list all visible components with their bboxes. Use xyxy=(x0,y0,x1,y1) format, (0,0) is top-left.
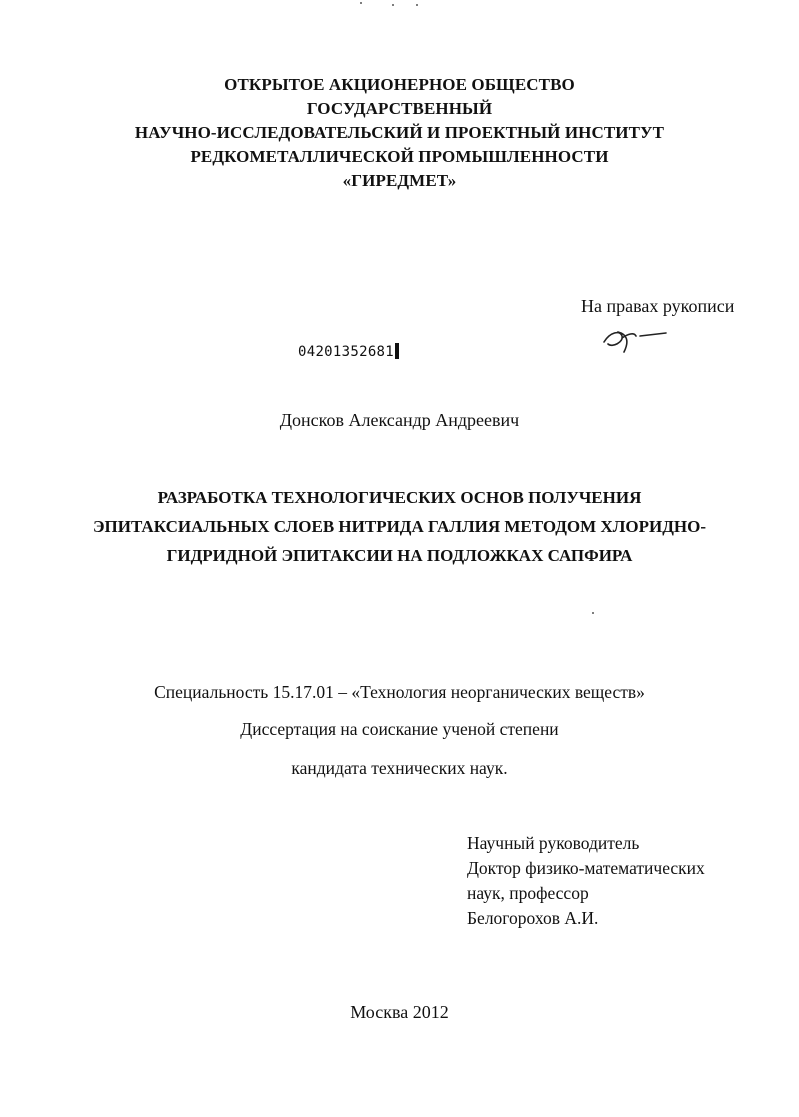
inventory-number-text: 04201352681 xyxy=(298,344,395,360)
dissertation-title xyxy=(0,483,799,570)
supervisor-line: наук, профессор xyxy=(467,883,589,903)
supervisor-line: Научный руководитель xyxy=(467,833,640,853)
supervisor-block xyxy=(467,831,705,931)
inventory-number xyxy=(298,343,399,360)
rights-note: На правах рукописи xyxy=(581,296,735,316)
supervisor-line: Доктор физико-математических xyxy=(467,858,705,878)
title-line: ЭПИТАКСИАЛЬНЫХ СЛОЕВ НИТРИДА ГАЛЛИЯ МЕТОДОМ ХЛОРИДНО- xyxy=(92,517,707,536)
organization-line: ГОСУДАРСТВЕННЫЙ xyxy=(306,99,493,118)
title-line: ГИДРИДНОЙ ЭПИТАКСИИ НА ПОДЛОЖКАХ САПФИРА xyxy=(166,546,633,565)
organization-line: НАУЧНО-ИССЛЕДОВАТЕЛЬСКИЙ И ПРОЕКТНЫЙ ИНСТИТУТ xyxy=(134,123,665,142)
organization-line: РЕДКОМЕТАЛЛИЧЕСКОЙ ПРОМЫШЛЕННОСТИ xyxy=(190,147,609,166)
title-line: РАЗРАБОТКА ТЕХНОЛОГИЧЕСКИХ ОСНОВ ПОЛУЧЕНИЯ xyxy=(157,488,642,507)
organization-line: ОТКРЫТОЕ АКЦИОНЕРНОЕ ОБЩЕСТВО xyxy=(224,75,575,94)
author-name: Донсков Александр Андреевич xyxy=(279,410,520,430)
supervisor-line: Белогорохов А.И. xyxy=(467,908,599,928)
organization-line: «ГИРЕДМЕТ» xyxy=(342,171,457,190)
dissertation-purpose: Диссертация на соискание ученой степени xyxy=(240,719,559,739)
stamp-mark xyxy=(395,343,399,359)
handwritten-signature xyxy=(600,322,670,358)
academic-degree: кандидата технических наук. xyxy=(291,758,508,778)
city-year: Москва 2012 xyxy=(350,1002,449,1022)
scan-speck xyxy=(392,4,394,6)
scan-speck xyxy=(592,612,594,614)
scan-speck xyxy=(416,4,418,6)
specialty: Специальность 15.17.01 – «Технология неорганических веществ» xyxy=(154,682,645,702)
organization-header xyxy=(0,73,799,193)
scan-speck xyxy=(360,2,362,4)
